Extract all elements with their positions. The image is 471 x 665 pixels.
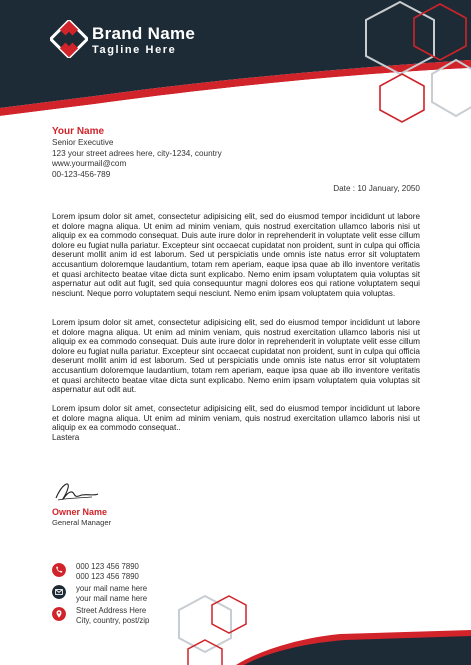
hexagon-decoration (380, 74, 424, 122)
signatory-title: General Manager (52, 518, 112, 527)
contact-address-1: Street Address Here (76, 606, 147, 615)
contact-phone-2: 000 123 456 7890 (76, 571, 139, 581)
phone-icon (52, 563, 66, 577)
contact-email-2[interactable]: your mail name here (76, 593, 148, 603)
sender-name: Your Name (52, 126, 105, 137)
brand-name: Brand Name (92, 24, 196, 43)
footer-banner (0, 590, 471, 665)
contact-address-2: City, country, post/zip (76, 615, 150, 625)
letter-date: Date : 10 January, 2050 (333, 184, 420, 193)
body-paragraph-3: Lorem ipsum dolor sit amet, consectetur adipisicing elit, sed do eiusmod tempor incididunt ut labore et dolore magna aliqua. Ut enim ad minim veniam, quis nostrud exercitation ullamco laboris nisi ut aliquip ex ea commodo consequat.. (52, 404, 420, 433)
sender-phone: 00-123-456-789 (52, 169, 111, 179)
closing-text: Lastera (52, 433, 80, 442)
brand-tagline: Tagline Here (92, 44, 177, 56)
body-paragraph-2: Lorem ipsum dolor sit amet, consectetur adipisicing elit, sed do eiusmod tempor incididunt ut labore et dolore magna aliqua. Ut enim ad minim veniam, quis nostrud exercitation ullamco laboris nisi ut aliquip ex ea commodo consequat. Duis aute irure dolor in reprehenderit in voluptate velit esse cillum dolore eu fugiat nulla pariatur. Excepteur sint occaecat cupidatat non proident, sunt in culpa qui officia deserunt mollit anim id est laborum. Sed ut perspiciatis unde omnis iste natus error sit voluptatem accusantium doloremque laudantium, totam rem aperiam, eaque ipsa quae ab illo inventore veritatis et quasi architecto beatae vitae dicta sunt explicabo. Nemo enim ipsam voluptatem quia voluptas sit aspernatur aut odit aut. (52, 318, 420, 395)
signature-image (52, 478, 100, 506)
signatory-name: Owner Name (52, 507, 108, 517)
contact-email-1[interactable]: your mail name here (76, 584, 148, 593)
sender-block (52, 126, 222, 180)
sender-title: Senior Executive (52, 138, 114, 147)
contact-phone-1: 000 123 456 7890 (76, 562, 139, 571)
brand-logo (50, 20, 88, 58)
hexagon-decoration (212, 596, 246, 633)
sender-address: 123 your street adrees here, city-1234, country (52, 148, 222, 158)
body-paragraph-1: Lorem ipsum dolor sit amet, consectetur adipisicing elit, sed do eiusmod tempor incididunt ut labore et dolore magna aliqua. Ut enim ad minim veniam, quis nostrud exercitation ullamco laboris nisi ut aliquip ex ea commodo consequat. Duis aute irure dolor in reprehenderit in voluptate velit esse cillum dolore eu fugiat nulla pariatur. Excepteur sint occaecat cupidatat non proident, sunt in culpa qui officia deserunt mollit anim id est laborum. Sed ut perspiciatis unde omnis iste natus error sit voluptatem accusantium doloremque laudantium, totam rem aperiam, eaque ipsa quae ab illo inventore veritatis et quasi architecto beatae vitae dicta sunt explicabo. Nemo enim ipsam voluptatem quia voluptas sit aspernatur aut odit aut fugit, sed quia consequuntur magni dolores eos qui ratione voluptatem sequi nesciunt. Neque porro voluptatem sequi nesciunt. Nemo enim ipsam voluptatem quia voluptas. (52, 212, 420, 298)
sender-email[interactable]: www.yourmail@com (52, 159, 127, 168)
hexagon-decoration (179, 596, 231, 652)
